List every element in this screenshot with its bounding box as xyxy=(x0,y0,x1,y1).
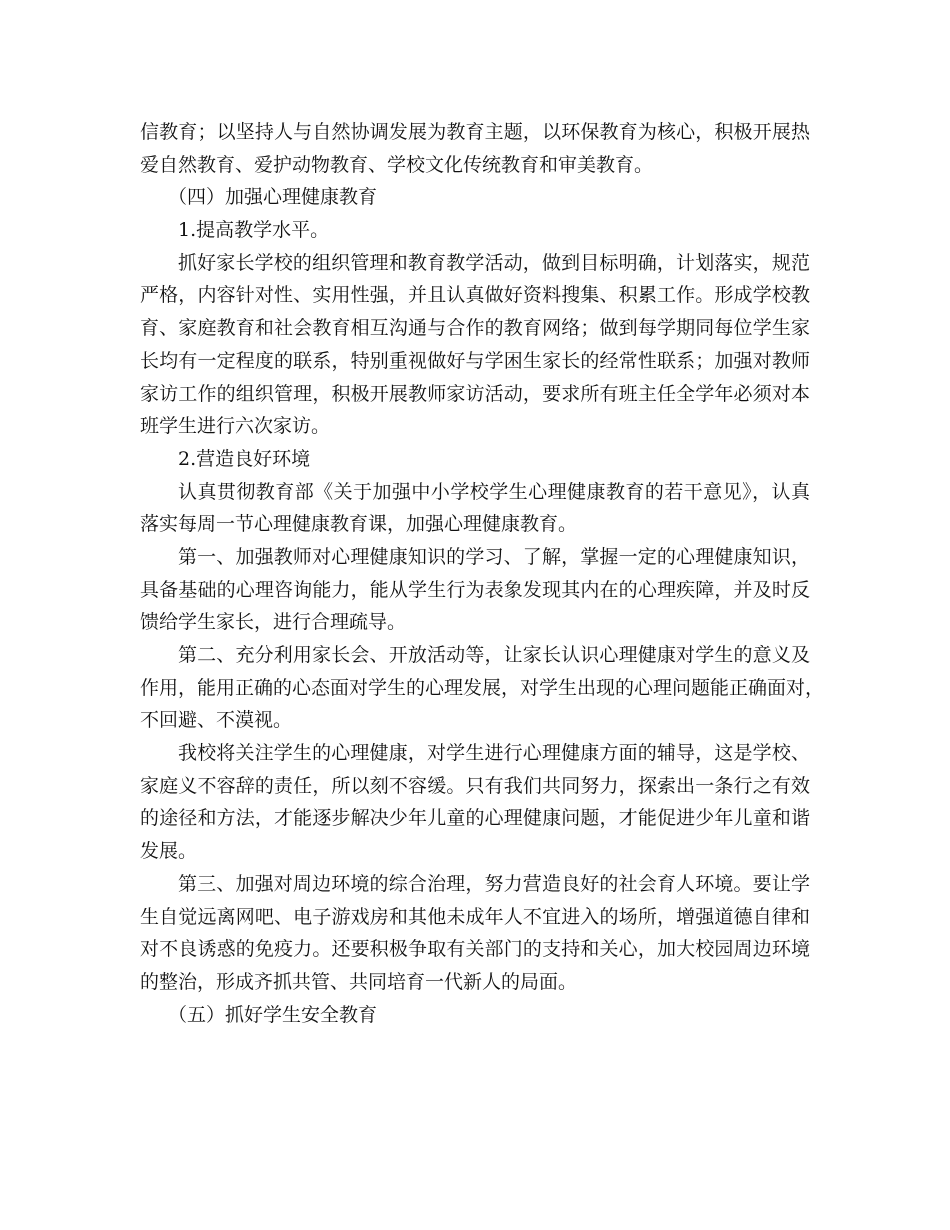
subsection-heading: 2.营造良好环境 xyxy=(178,447,311,470)
text-line: 育、家庭教育和社会教育相互沟通与合作的教育网络；做到每学期同每位学生家 xyxy=(140,317,810,340)
text-line: 班学生进行六次家访。 xyxy=(140,415,331,438)
text-line: 馈给学生家长，进行合理疏导。 xyxy=(140,611,407,634)
text-line: 爱自然教育、爱护动物教育、学校文化传统教育和审美教育。 xyxy=(140,153,654,176)
text-line: 家访工作的组织管理，积极开展教师家访活动，要求所有班主任全学年必须对本 xyxy=(140,382,810,405)
text-line: 抓好家长学校的组织管理和教育教学活动，做到目标明确，计划落实，规范 xyxy=(178,251,810,274)
text-line: 具备基础的心理咨询能力，能从学生行为表象发现其内在的心理疾障，并及时反 xyxy=(140,578,810,601)
section-heading: （五）抓好学生安全教育 xyxy=(168,1003,378,1026)
text-line: 不回避、不漠视。 xyxy=(140,709,293,732)
text-line: 第二、充分利用家长会、开放活动等，让家长认识心理健康对学生的意义及 xyxy=(178,644,810,666)
text-line: 作用，能用正确的心态面对学生的心理发展，对学生出现的心理问题能正确面对， xyxy=(140,676,825,699)
text-line: 第一、加强教师对心理健康知识的学习、了解，掌握一定的心理健康知识， xyxy=(178,545,810,568)
text-line: 的途径和方法，才能逐步解决少年儿童的心理健康问题，才能促进少年儿童和谐 xyxy=(140,807,810,830)
section-heading: （四）加强心理健康教育 xyxy=(168,186,378,209)
text-line: 认真贯彻教育部《关于加强中小学校学生心理健康教育的若干意见》，认真 xyxy=(178,480,810,503)
text-line: 对不良诱惑的免疫力。还要积极争取有关部门的支持和关心，加大校园周边环境 xyxy=(140,938,810,961)
text-line: 长均有一定程度的联系，特别重视做好与学困生家长的经常性联系；加强对教师 xyxy=(140,349,810,372)
text-line: 严格，内容针对性、实用性强，并且认真做好资料搜集、积累工作。形成学校教 xyxy=(140,284,810,307)
text-line: 我校将关注学生的心理健康，对学生进行心理健康方面的辅导，这是学校、 xyxy=(178,742,810,765)
text-line: 落实每周一节心理健康教育课，加强心理健康教育。 xyxy=(140,513,578,536)
text-line: 生自觉远离网吧、电子游戏房和其他未成年人不宜进入的场所，增强道德自律和 xyxy=(140,905,810,928)
text-line: 发展。 xyxy=(140,840,198,863)
subsection-heading: 1.提高教学水平。 xyxy=(178,219,330,242)
text-line: 的整治，形成齐抓共管、共同培育一代新人的局面。 xyxy=(140,970,578,993)
text-line: 第三、加强对周边环境的综合治理，努力营造良好的社会育人环境。要让学 xyxy=(178,872,810,895)
text-line: 信教育；以坚持人与自然协调发展为教育主题，以环保教育为核心，积极开展热 xyxy=(140,121,810,143)
text-line: 家庭义不容辞的责任，所以刻不容缓。只有我们共同努力，探索出一条行之有效 xyxy=(140,774,810,797)
document-body xyxy=(140,116,825,1031)
